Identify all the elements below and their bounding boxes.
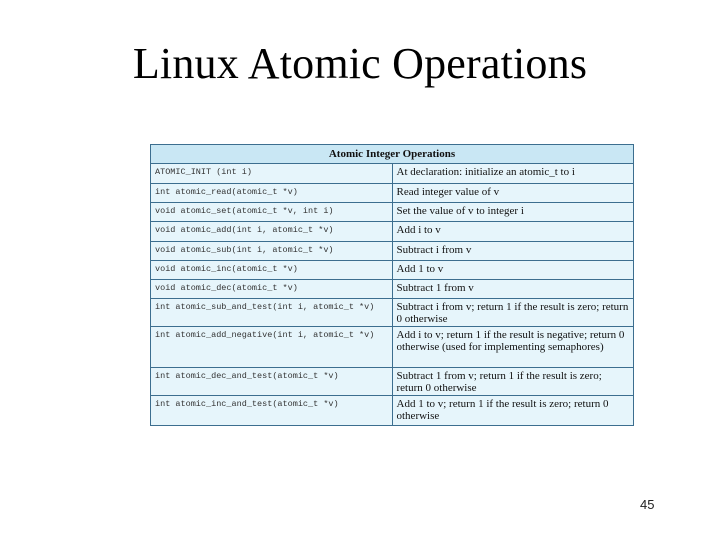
operation-signature: int atomic_sub_and_test(int i, atomic_t *v)	[151, 299, 392, 327]
table-row	[151, 242, 633, 261]
operation-description: At declaration: initialize an atomic_t to i	[392, 164, 633, 184]
operation-signature: int atomic_dec_and_test(atomic_t *v)	[151, 368, 392, 396]
operation-signature: void atomic_sub(int i, atomic_t *v)	[151, 242, 392, 261]
table-row	[151, 261, 633, 280]
operation-description: Add i to v	[392, 222, 633, 242]
operation-description: Add i to v; return 1 if the result is negative; return 0 otherwise (used for implementing semaphores)	[392, 327, 633, 368]
operation-signature: int atomic_inc_and_test(atomic_t *v)	[151, 396, 392, 426]
operation-description: Set the value of v to integer i	[392, 203, 633, 222]
table-row	[151, 368, 633, 396]
operation-description: Subtract i from v	[392, 242, 633, 261]
table-row	[151, 203, 633, 222]
operation-description: Subtract i from v; return 1 if the result is zero; return 0 otherwise	[392, 299, 633, 327]
table-row	[151, 327, 633, 368]
table-row	[151, 164, 633, 184]
operation-signature: void atomic_add(int i, atomic_t *v)	[151, 222, 392, 242]
operation-signature: int atomic_read(atomic_t *v)	[151, 184, 392, 203]
table-row	[151, 184, 633, 203]
table-row	[151, 222, 633, 242]
page-number: 45	[640, 497, 655, 512]
operation-description: Subtract 1 from v; return 1 if the result is zero; return 0 otherwise	[392, 368, 633, 396]
operation-signature: ATOMIC_INIT (int i)	[151, 164, 392, 184]
operation-signature: void atomic_set(atomic_t *v, int i)	[151, 203, 392, 222]
operation-description: Subtract 1 from v	[392, 280, 633, 299]
atomic-operations-table	[150, 144, 634, 426]
operation-signature: void atomic_dec(atomic_t *v)	[151, 280, 392, 299]
table-header: Atomic Integer Operations	[151, 145, 633, 164]
table-header-row	[151, 145, 633, 164]
table-row	[151, 299, 633, 327]
operation-signature: int atomic_add_negative(int i, atomic_t *v)	[151, 327, 392, 368]
operation-description: Add 1 to v	[392, 261, 633, 280]
slide-title: Linux Atomic Operations	[132, 39, 588, 88]
operation-description: Read integer value of v	[392, 184, 633, 203]
table-row	[151, 396, 633, 426]
operation-signature: void atomic_inc(atomic_t *v)	[151, 261, 392, 280]
operation-description: Add 1 to v; return 1 if the result is zero; return 0 otherwise	[392, 396, 633, 426]
table-row	[151, 280, 633, 299]
